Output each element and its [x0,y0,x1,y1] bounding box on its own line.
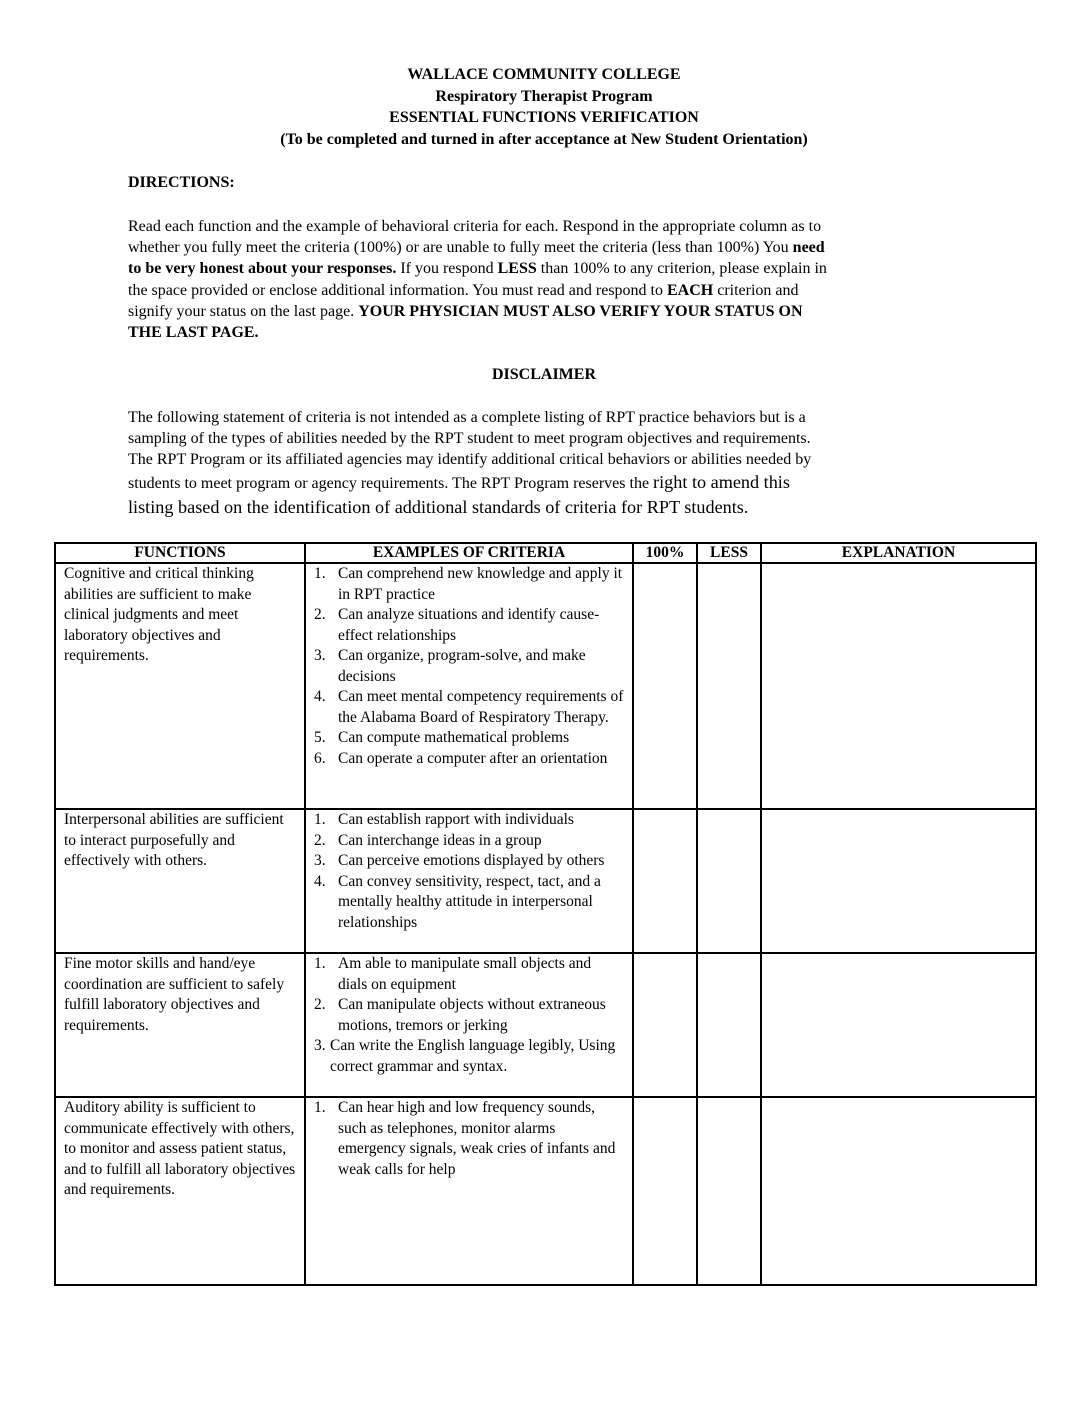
disclaimer-line [128,471,958,495]
criteria-cell [305,1097,633,1285]
criterion-item [314,687,624,728]
text: signify your status on the last page. [128,302,359,320]
criteria-cell [305,809,633,953]
criterion-text: Can hear high and low frequency sounds, such as telephones, monitor alarms emergency signals, weak cries of infants and weak calls for help [338,1099,616,1178]
document-header [0,64,1088,150]
bold-text: need [792,239,825,257]
text: than 100% to any criterion, please explain in [536,260,827,278]
response-100-cell[interactable] [633,809,697,953]
response-100-cell[interactable] [633,953,697,1097]
col-header-functions: FUNCTIONS [55,543,305,563]
text: If you respond [396,260,498,278]
criteria-list [314,1098,624,1180]
essential-functions-table [54,542,1037,1286]
disclaimer-line: sampling of the types of abilities needed by the RPT student to meet program objectives and requirements. [128,430,811,448]
table-row [55,1097,1036,1285]
criterion-text: Can perceive emotions displayed by others [338,852,605,869]
criterion-item [314,646,624,687]
criterion-item [314,749,624,770]
criteria-list [314,954,624,1077]
disclaimer-line: The RPT Program or its affiliated agencies may identify additional critical behaviors or abilities needed by [128,451,812,469]
criterion-item [314,564,624,605]
criterion-number: 3. [314,1037,326,1054]
criteria-list [314,810,624,933]
explanation-cell[interactable] [761,809,1036,953]
bold-text: EACH [667,281,714,299]
criterion-item [314,831,624,852]
text: criterion and [713,281,799,299]
disclaimer-line: The following statement of criteria is not intended as a complete listing of RPT practice behaviors but is a [128,409,806,426]
criterion-text: Can manipulate objects without extraneous motions, tremors or jerking [338,996,606,1034]
criteria-list [314,564,624,769]
col-header-explanation: EXPLANATION [761,543,1036,563]
criterion-item [314,810,624,831]
text: students to meet program or agency requirements. The RPT Program reserves the [128,474,654,492]
criterion-number: 2. [314,996,326,1013]
directions-text [128,216,958,343]
explanation-cell[interactable] [761,563,1036,809]
criterion-number: 5. [314,729,326,746]
criterion-number: 1. [314,1099,326,1116]
function-cell: Auditory ability is sufficient to communicate effectively with others, to monitor and assess patient status, and to fulfill all laboratory objectives and requirements. [55,1097,305,1285]
response-100-cell[interactable] [633,1097,697,1285]
bold-text: THE LAST PAGE. [128,324,259,342]
directions-title: DIRECTIONS: [128,174,235,191]
criterion-item [314,851,624,872]
criterion-item [314,1036,624,1077]
explanation-cell[interactable] [761,1097,1036,1285]
disclaimer-title: DISCLAIMER [491,366,596,383]
criterion-text: Am able to manipulate small objects and dials on equipment [338,955,592,993]
criterion-number: 1. [314,811,326,828]
criterion-number: 2. [314,831,326,849]
criterion-item [314,954,624,995]
criterion-number: 6. [314,749,326,767]
table-row [55,809,1036,953]
criterion-item [314,1098,624,1180]
directions-line [128,322,958,343]
criterion-text: Can interchange ideas in a group [338,831,542,849]
response-less-cell[interactable] [697,563,761,809]
text: whether you fully meet the criteria (100%) or are unable to fully meet the criteria (less than 100%) You [128,239,793,257]
criterion-text: Can operate a computer after an orientation [338,749,608,767]
criterion-text: Can convey sensitivity, respect, tact, and a mentally healthy attitude in interpersonal relationships [338,872,601,931]
explanation-cell[interactable] [761,953,1036,1097]
table-row [55,563,1036,809]
response-less-cell[interactable] [697,1097,761,1285]
criterion-number: 3. [314,852,326,869]
function-cell: Fine motor skills and hand/eye coordination are sufficient to safely fulfill laboratory objectives and requirements. [55,953,305,1097]
bold-text: YOUR PHYSICIAN MUST ALSO VERIFY YOUR STATUS ON [358,302,803,320]
college-name: WALLACE COMMUNITY COLLEGE [407,66,681,83]
bold-text: LESS [497,260,537,278]
criterion-text: Can write the English language legibly, Using correct grammar and syntax. [330,1037,616,1075]
function-cell: Interpersonal abilities are sufficient to interact purposefully and effectively with others. [55,809,305,953]
form-title: ESSENTIAL FUNCTIONS VERIFICATION [389,109,699,126]
text: the space provided or enclose additional information. You must read and respond to [128,281,667,299]
criteria-cell [305,953,633,1097]
criterion-text: Can meet mental competency requirements of the Alabama Board of Respiratory Therapy. [338,688,624,726]
response-100-cell[interactable] [633,563,697,809]
table-row [55,953,1036,1097]
criterion-number: 2. [314,606,326,623]
criterion-number: 1. [314,955,326,972]
col-header-criteria: EXAMPLES OF CRITERIA [305,543,633,563]
criterion-item [314,605,624,646]
criterion-number: 3. [314,647,326,664]
criterion-item [314,728,624,749]
criteria-cell [305,563,633,809]
directions-line [128,280,958,301]
criterion-item [314,872,624,934]
directions-line [128,237,958,258]
program-name: Respiratory Therapist Program [435,87,653,105]
text: right to amend this [653,471,790,492]
criterion-text: Can analyze situations and identify cause-effect relationships [338,606,600,644]
response-less-cell[interactable] [697,953,761,1097]
criterion-number: 1. [314,565,326,582]
directions-line [128,216,958,237]
directions-line [128,258,958,279]
criterion-text: Can compute mathematical problems [338,729,570,746]
criterion-item [314,995,624,1036]
criterion-number: 4. [314,688,326,705]
col-header-less: LESS [697,543,761,563]
criterion-text: Can establish rapport with individuals [338,811,574,828]
criterion-text: Can comprehend new knowledge and apply it in RPT practice [338,565,623,603]
table-header-row [55,543,1036,563]
col-header-100: 100% [633,543,697,563]
criterion-number: 4. [314,872,326,890]
disclaimer-text [128,407,958,519]
form-subtitle: (To be completed and turned in after acceptance at New Student Orientation) [280,130,808,148]
disclaimer-line: listing based on the identification of additional standards of criteria for RPT students. [128,496,749,517]
function-cell: Cognitive and critical thinking abilities are sufficient to make clinical judgments and meet laboratory objectives and requirements. [55,563,305,809]
directions-line [128,301,958,322]
criterion-text: Can organize, program-solve, and make decisions [338,647,586,685]
bold-text: to be very honest about your responses. [128,260,397,278]
text: Read each function and the example of behavioral criteria for each. Respond in the appropriate column as to [128,218,822,235]
response-less-cell[interactable] [697,809,761,953]
